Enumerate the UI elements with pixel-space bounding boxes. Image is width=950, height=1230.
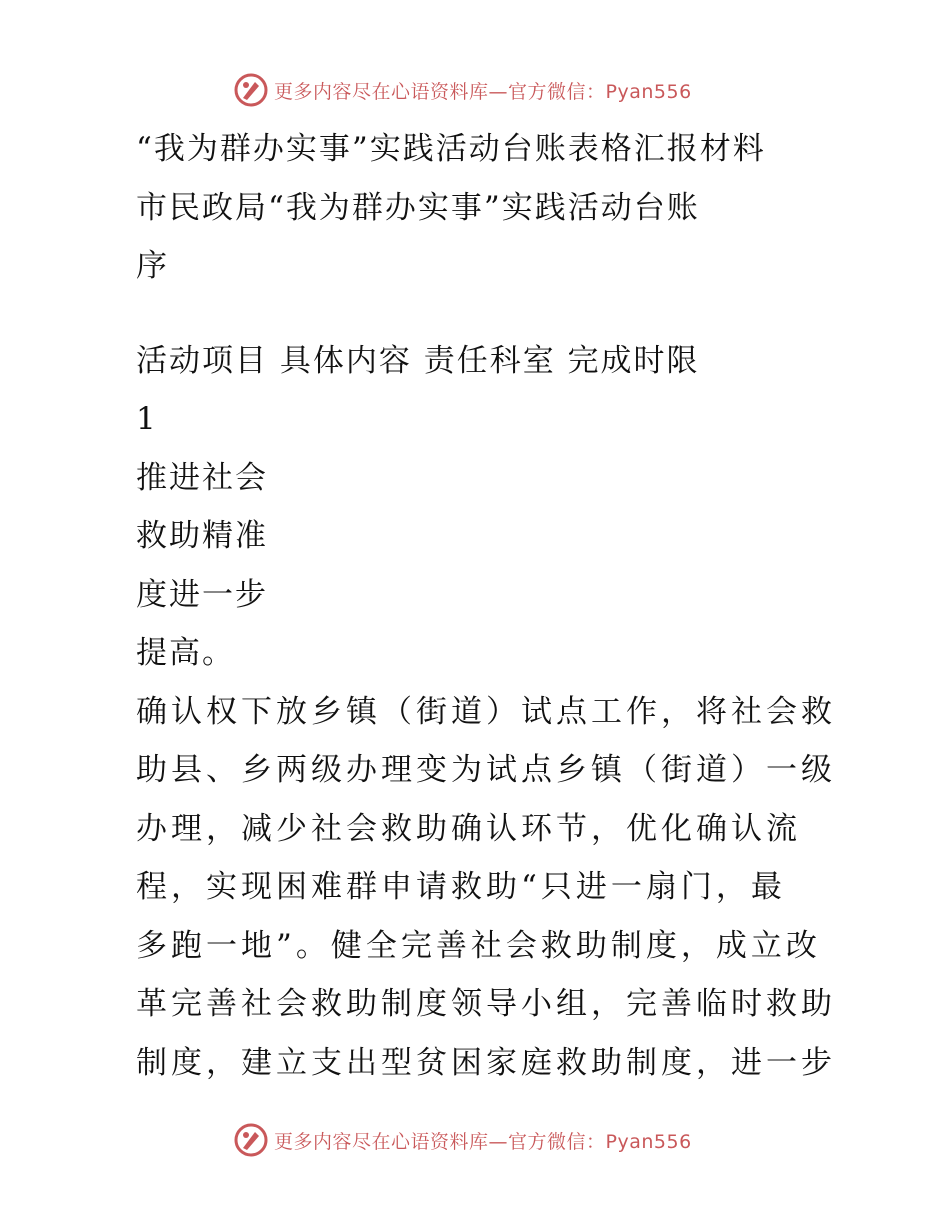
text-line: 助县、乡两级办理变为试点乡镇（街道）一级 xyxy=(136,752,836,788)
pen-logo-icon xyxy=(234,73,268,107)
text-line: 度进一步 xyxy=(136,576,268,613)
text-line: 1 xyxy=(136,401,158,437)
text-line: 多跑一地”。健全完善社会救助制度，成立改 xyxy=(136,927,821,964)
text-line: 提高。 xyxy=(136,635,235,671)
watermark-text: 更多内容尽在心语资料库—官方微信：Pyan556 xyxy=(274,1130,692,1153)
document-subtitle: 市民政局“我为群办实事”实践活动台账 xyxy=(136,189,700,226)
document-title: “我为群办实事”实践活动台账表格汇报材料 xyxy=(136,131,766,167)
text-line: 确认权下放乡镇（街道）试点工作，将社会救 xyxy=(136,693,836,730)
text-line: 革完善社会救助制度领导小组，完善临时救助 xyxy=(136,986,836,1022)
watermark-text: 更多内容尽在心语资料库—官方微信：Pyan556 xyxy=(274,80,692,103)
text-line: 程，实现困难群申请救助“只进一扇门，最 xyxy=(136,869,786,905)
header-watermark xyxy=(234,72,692,108)
text-line: 救助精准 xyxy=(136,518,268,554)
footer-watermark xyxy=(234,1122,692,1158)
document-body xyxy=(136,120,836,1092)
text-line: 办理，减少社会救助确认环节，优化确认流 xyxy=(136,810,801,847)
text-line: 序 xyxy=(136,248,169,284)
pen-logo-icon xyxy=(234,1123,268,1157)
text-line: 推进社会 xyxy=(136,459,268,496)
table-header-line: 活动项目 具体内容 责任科室 完成时限 xyxy=(136,342,700,379)
text-line: 制度，建立支出型贫困家庭救助制度，进一步 xyxy=(136,1044,836,1081)
